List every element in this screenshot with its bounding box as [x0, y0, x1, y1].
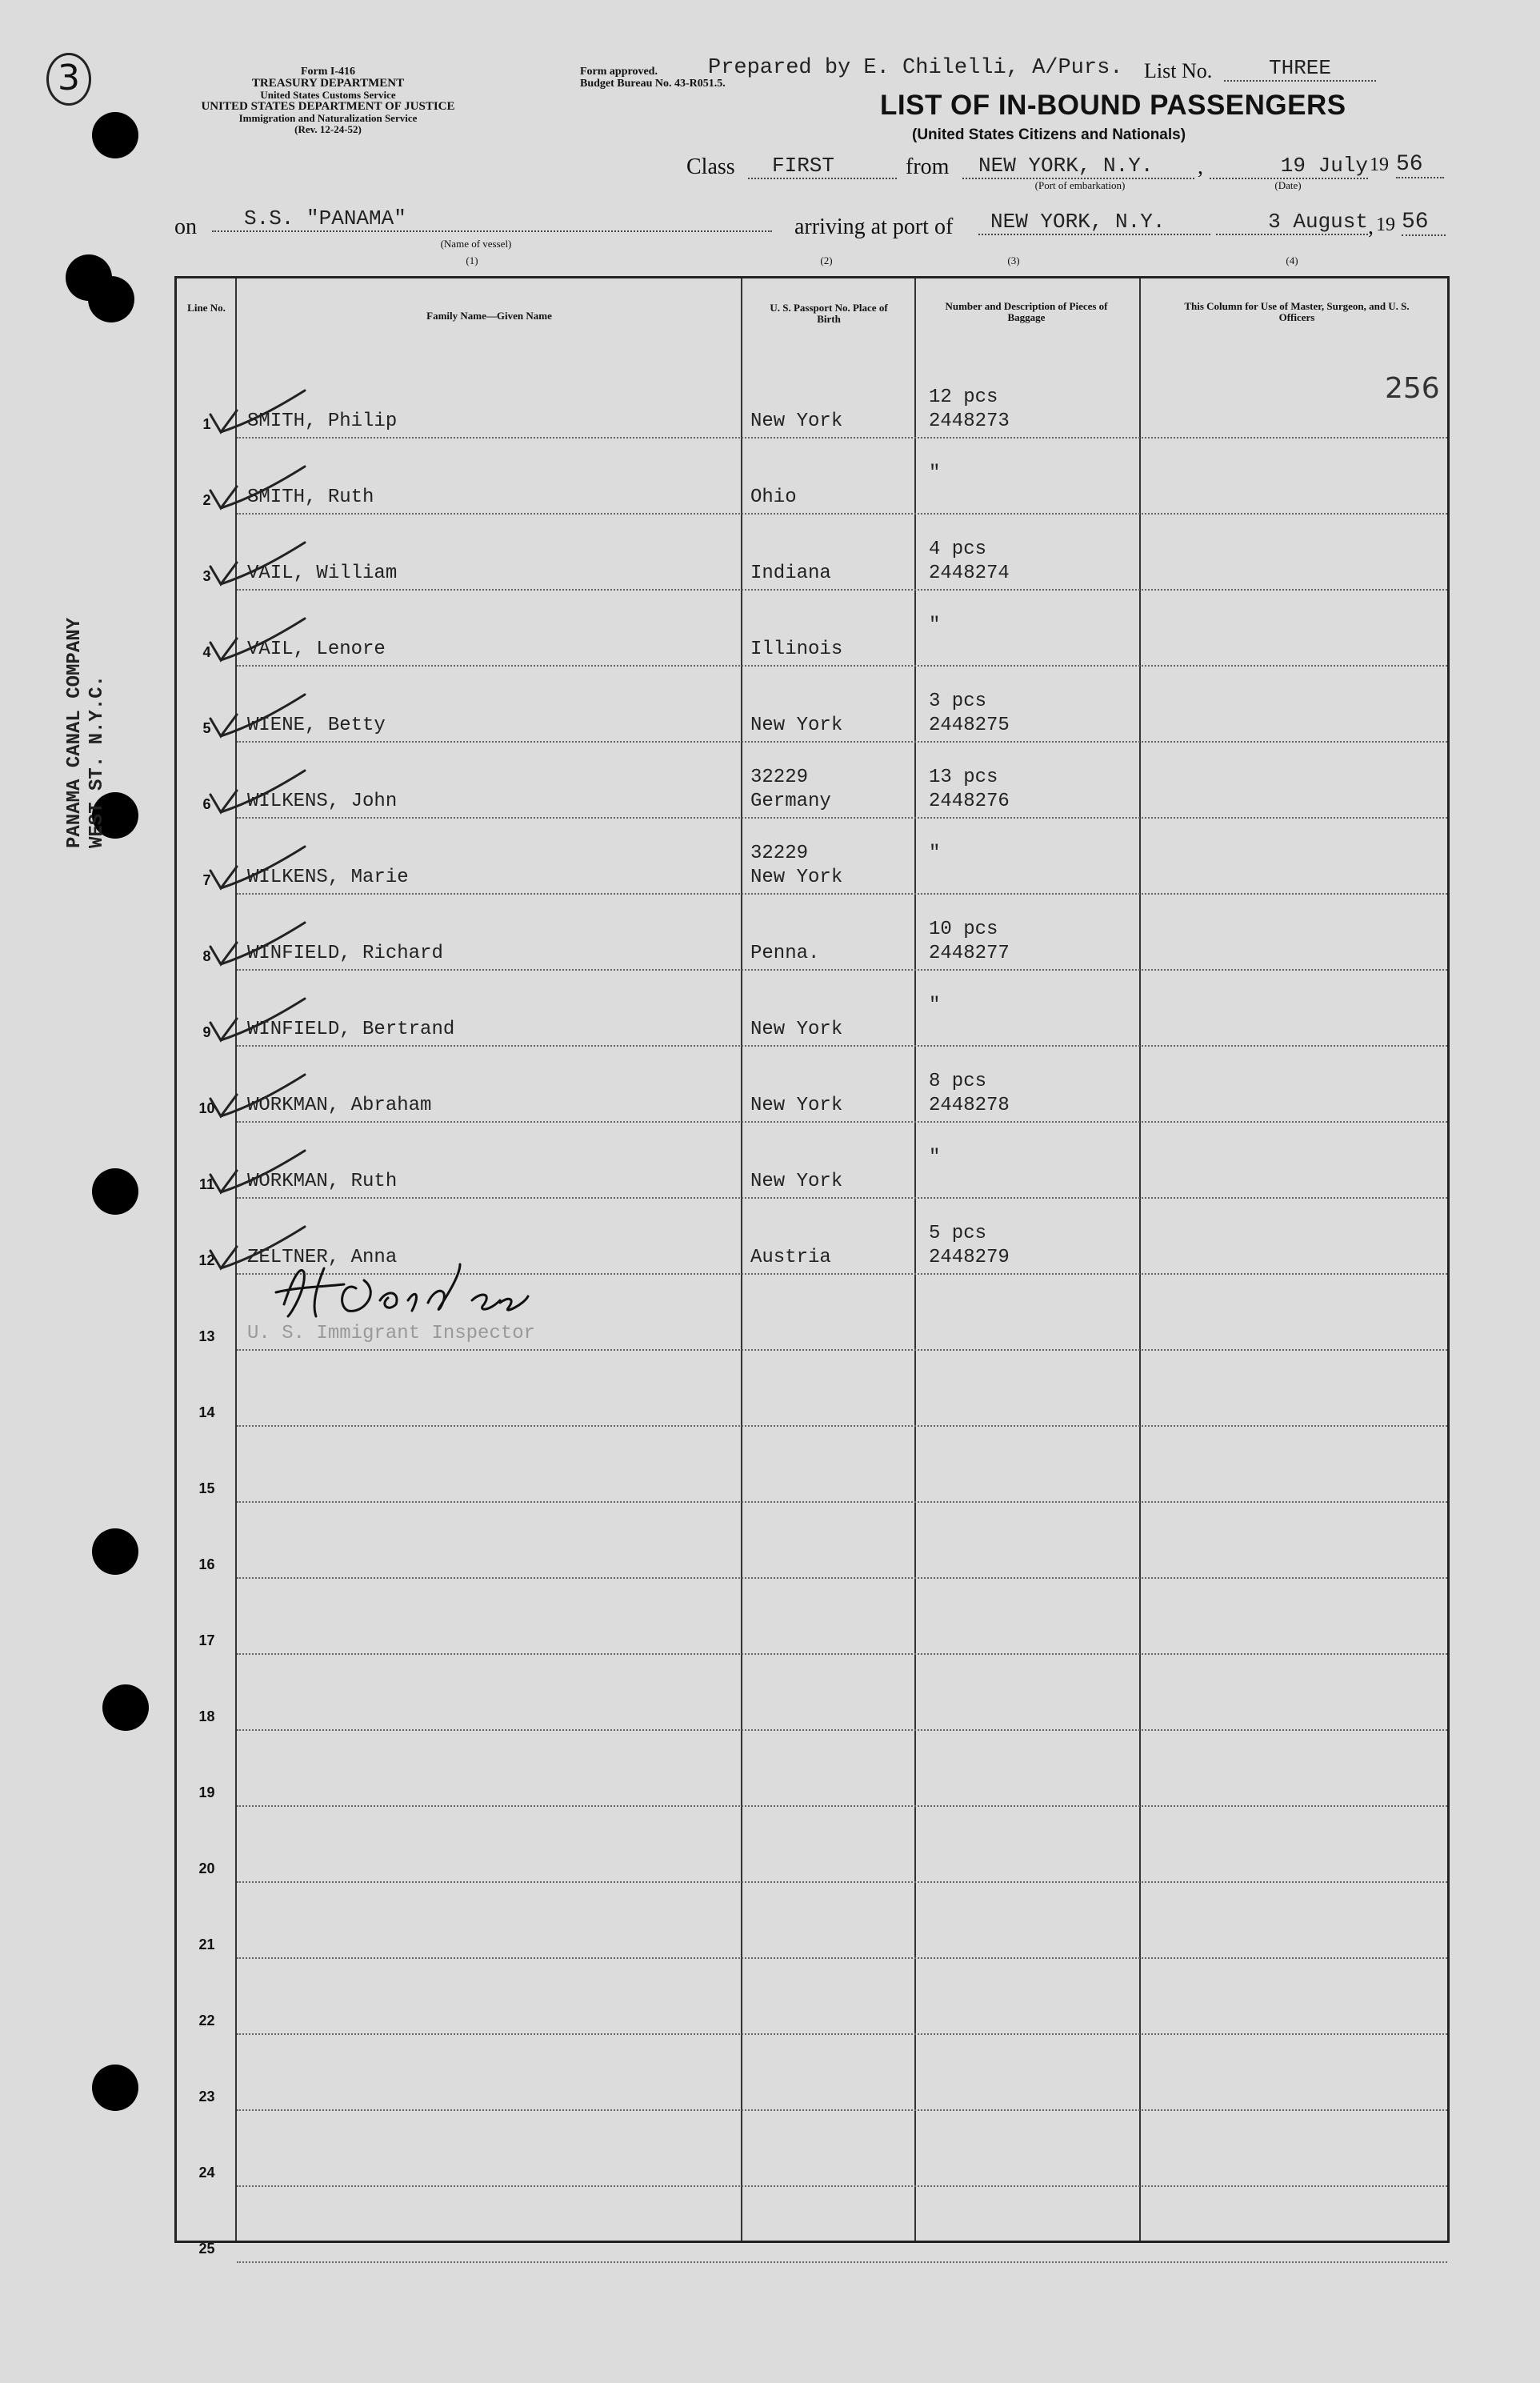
table-row-rule: [237, 513, 1447, 515]
check-mark: [201, 459, 361, 515]
col-divider: [914, 278, 916, 2241]
baggage-count: 10 pcs: [929, 919, 998, 940]
line-number: 12: [198, 1252, 215, 1268]
place-of-birth: Ohio: [750, 487, 797, 508]
header-baggage: Number and Description of Pieces of Baggage: [945, 300, 1108, 323]
passenger-name: SMITH, Philip: [247, 411, 398, 432]
place-of-birth: Penna.: [750, 943, 820, 964]
table-row-rule: [237, 2261, 1447, 2263]
passenger-name: SMITH, Ruth: [247, 487, 374, 508]
baggage-count: ": [929, 1147, 941, 1168]
table-row-rule: [237, 1577, 1447, 1579]
comma: ,: [1368, 214, 1374, 239]
baggage-tag: 2448275: [929, 715, 1010, 736]
place-of-birth: Austria: [750, 1247, 831, 1268]
line-number: 21: [198, 1936, 215, 1952]
col-divider: [1139, 278, 1141, 2241]
table-row-rule: [237, 1425, 1447, 1427]
arr-year-prefix: 19: [1376, 214, 1395, 235]
binder-hole: [88, 276, 134, 322]
form-approval: Form approved. Budget Bureau No. 43-R051.5.: [580, 66, 726, 90]
col-number: (4): [1286, 254, 1298, 266]
baggage-tag: 2448279: [929, 1247, 1010, 1268]
header-line-no: Line No.: [187, 302, 226, 314]
table-row-rule: [237, 1121, 1447, 1123]
baggage-tag: 2448274: [929, 563, 1010, 584]
passport-no: 32229: [750, 843, 809, 864]
header-name: Family Name—Given Name: [426, 310, 552, 322]
port-caption: (Port of embarkation): [1034, 179, 1126, 191]
table-row-rule: [237, 817, 1447, 819]
table-row-rule: [237, 1501, 1447, 1503]
place-of-birth: Indiana: [750, 563, 831, 584]
passenger-name: WILKENS, Marie: [247, 867, 409, 888]
line-number: 2: [202, 492, 211, 508]
col-number: (1): [466, 254, 478, 266]
line-number: 10: [198, 1100, 215, 1116]
binder-hole: [92, 112, 138, 158]
check-mark: [201, 991, 361, 1047]
passenger-name: WORKMAN, Abraham: [247, 1095, 432, 1116]
place-of-birth: New York: [750, 1095, 843, 1116]
passenger-name: WILKENS, John: [247, 791, 398, 812]
arrival-port: NEW YORK, N.Y.: [978, 210, 1210, 235]
inspector-signature: [268, 1256, 532, 1328]
place-of-birth: New York: [750, 1019, 843, 1040]
table-row-rule: [237, 969, 1447, 971]
prepared-by: Prepared by E. Chilelli, A/Purs.: [708, 56, 1123, 80]
vessel-name: S.S. "PANAMA": [212, 206, 772, 232]
arrival-date: 3 August: [1216, 210, 1368, 235]
date-caption: (Date): [1274, 179, 1302, 191]
check-mark: [201, 915, 361, 971]
comma: ,: [1198, 154, 1203, 179]
col-number: (2): [820, 254, 833, 266]
dep-year-prefix: 19: [1370, 154, 1389, 175]
passenger-name: VAIL, Lenore: [247, 639, 386, 660]
from-value: NEW YORK, N.Y.: [962, 154, 1194, 179]
departure-date: 19 July: [1210, 154, 1368, 179]
table-row-rule: [237, 1729, 1447, 1731]
baggage-tag: 2448276: [929, 791, 1010, 812]
line-number: 16: [198, 1556, 215, 1572]
table-row-rule: [237, 1197, 1447, 1199]
baggage-count: 12 pcs: [929, 386, 998, 408]
line-number: 13: [198, 1328, 215, 1344]
place-of-birth: New York: [750, 411, 843, 432]
place-of-birth: Germany: [750, 791, 831, 812]
line-number: 1: [202, 416, 211, 432]
arr-year: 56: [1402, 210, 1446, 236]
passenger-name: WORKMAN, Ruth: [247, 1171, 398, 1192]
baggage-count: 5 pcs: [929, 1223, 987, 1244]
check-mark: [201, 687, 361, 743]
line-number: 9: [202, 1024, 211, 1040]
check-mark: [201, 382, 361, 439]
page-title: LIST OF IN-BOUND PASSENGERS: [880, 90, 1346, 121]
passport-no: 32229: [750, 767, 809, 788]
line-number: 14: [198, 1404, 215, 1420]
table-row-rule: [237, 1805, 1447, 1807]
baggage-tag: 2448278: [929, 1095, 1010, 1116]
baggage-count: 4 pcs: [929, 539, 987, 560]
check-mark: [201, 1067, 361, 1123]
place-of-birth: New York: [750, 715, 843, 736]
vessel-caption: (Name of vessel): [440, 238, 512, 250]
line-number: 5: [202, 720, 211, 736]
line-number: 15: [198, 1480, 215, 1496]
table-row-rule: [237, 2185, 1447, 2187]
table-row-rule: [237, 665, 1447, 667]
baggage-count: ": [929, 615, 941, 636]
officer-note: 256: [1385, 372, 1440, 405]
table-row-rule: [237, 1045, 1447, 1047]
table-row-rule: [237, 893, 1447, 895]
binder-hole: [102, 1684, 149, 1731]
baggage-count: 13 pcs: [929, 767, 998, 788]
header-passport: U. S. Passport No. Place of Birth: [770, 302, 888, 325]
table-row-rule: [237, 1881, 1447, 1883]
list-no-label: List No.: [1144, 59, 1213, 82]
passenger-name: ZELTNER, Anna: [247, 1247, 398, 1268]
table-row-rule: [237, 741, 1447, 743]
list-no-value: THREE: [1224, 56, 1376, 82]
binder-hole: [92, 1168, 138, 1215]
line-number: 4: [202, 644, 211, 660]
binder-hole: [92, 1528, 138, 1575]
check-mark: [201, 839, 361, 895]
check-mark: [201, 763, 361, 819]
line-number: 17: [198, 1632, 215, 1648]
place-of-birth: New York: [750, 867, 843, 888]
from-label: from: [906, 154, 950, 179]
line-number: 24: [198, 2165, 215, 2181]
baggage-count: ": [929, 843, 941, 864]
header-officers: This Column for Use of Master, Surgeon, and U. S. Officers: [1184, 300, 1410, 323]
table-row-rule: [237, 1653, 1447, 1655]
line-number: 11: [198, 1176, 215, 1192]
table-row-rule: [237, 437, 1447, 439]
page-number: 3: [46, 53, 91, 106]
line-number: 8: [202, 948, 211, 964]
baggage-count: 3 pcs: [929, 691, 987, 712]
line-number: 18: [198, 1708, 215, 1724]
check-mark: [201, 1143, 361, 1199]
binder-hole: [92, 2065, 138, 2111]
on-label: on: [174, 214, 197, 239]
line-number: 20: [198, 1860, 215, 1876]
table-row-rule: [237, 589, 1447, 591]
line-number: 3: [202, 568, 211, 584]
arriving-label: arriving at port of: [794, 214, 954, 239]
line-number: 23: [198, 2089, 215, 2105]
page-subtitle: (United States Citizens and Nationals): [912, 126, 1186, 143]
dep-year: 56: [1396, 152, 1444, 178]
baggage-count: ": [929, 995, 941, 1016]
place-of-birth: New York: [750, 1171, 843, 1192]
table-row-rule: [237, 2109, 1447, 2111]
passenger-name: WINFIELD, Richard: [247, 943, 443, 964]
baggage-tag: 2448277: [929, 943, 1010, 964]
line-number: 22: [198, 2013, 215, 2029]
form-header-left: Form I-416 TREASURY DEPARTMENT United States Customs Service UNITED STATES DEPARTMENT OF JUSTICE Immigration and Naturalization Service (Rev. 12-24-52): [201, 66, 455, 135]
col-divider: [741, 278, 742, 2241]
passenger-name: VAIL, William: [247, 563, 398, 584]
table-row-rule: [237, 1349, 1447, 1351]
class-label: Class: [686, 154, 735, 179]
passenger-name: U. S. Immigrant Inspector: [247, 1323, 536, 1344]
baggage-tag: 2448273: [929, 411, 1010, 432]
baggage-count: ": [929, 463, 941, 484]
side-stamp: PANAMA CANAL COMPANY WEST ST. N.Y.C.: [64, 617, 108, 848]
passenger-name: WINFIELD, Bertrand: [247, 1019, 455, 1040]
line-number: 19: [198, 1784, 215, 1800]
passenger-name: WIENE, Betty: [247, 715, 386, 736]
check-mark: [201, 535, 361, 591]
place-of-birth: Illinois: [750, 639, 843, 660]
baggage-count: 8 pcs: [929, 1071, 987, 1092]
class-value: FIRST: [748, 154, 897, 179]
table-row-rule: [237, 2033, 1447, 2035]
line-number: 7: [202, 872, 211, 888]
line-number: 25: [198, 2241, 215, 2257]
line-number: 6: [202, 796, 211, 812]
check-mark: [201, 611, 361, 667]
col-number: (3): [1007, 254, 1020, 266]
table-row-rule: [237, 1957, 1447, 1959]
